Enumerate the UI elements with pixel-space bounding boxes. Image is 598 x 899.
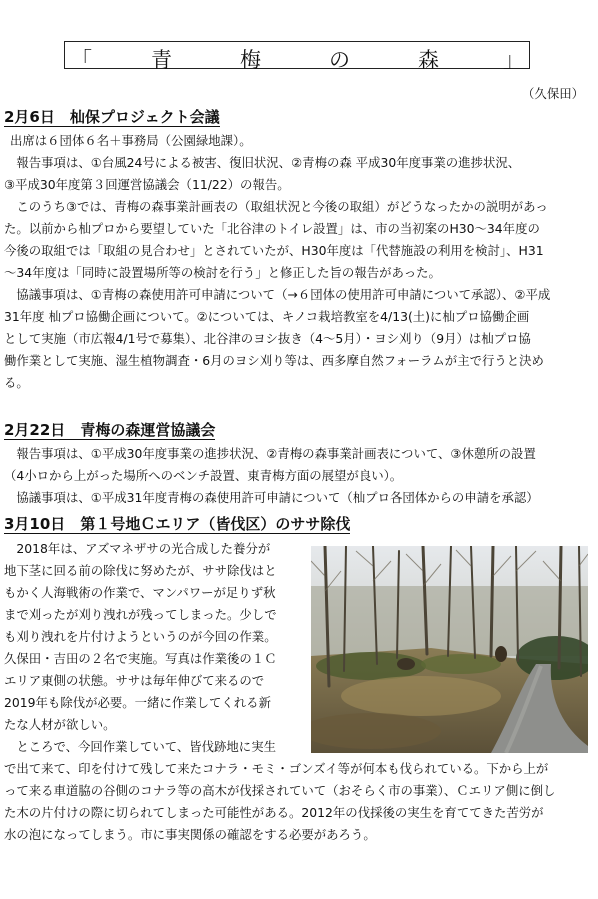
text-line: た木の片付けの際に切られてしまった可能性がある。2012年の伐採後の実生を育ててきた苦労が: [4, 805, 544, 820]
text-line: まで刈ったが刈り洩れが残ってしまった。少しで: [4, 607, 277, 622]
text-line: って来る車道脇の谷側のコナラ等の高木が伐採されていて（おそらく市の事業）、Ｃエリア側に倒し: [4, 783, 556, 798]
heading-date: 2月22日: [4, 421, 66, 439]
text-line: 報告事項は、①台風24号による被害、復旧状況、②青梅の森 平成30年度事業の進捗状況、: [4, 155, 521, 170]
text-line: もかく人海戦術の作業で、マンパワーが足りず秋: [4, 585, 276, 600]
text-line: 報告事項は、①平成30年度事業の進捗状況、②青梅の森事業計画表について、③休憩所の設置: [4, 446, 536, 461]
text-line: で出て来て、印を付けて残して来たコナラ・モミ・ゴンズイ等が何本も伐られている。下から上が: [4, 761, 549, 776]
text-line: このうち③では、青梅の森事業計画表の（取組状況と今後の取組）がどうなったかの説明があっ: [4, 199, 548, 214]
title-box: [64, 41, 530, 72]
text-line: 協議事項は、①青梅の森使用許可申請について（→６団体の使用許可申請について承認）、②平成: [4, 287, 551, 302]
title-char-4: 森: [418, 48, 439, 72]
heading-date: 3月10日: [4, 515, 66, 533]
heading-title: 青梅の森運営協議会: [80, 421, 216, 439]
text-line: たな人材が欲しい。: [4, 717, 116, 732]
section-body-3-left: [4, 538, 304, 736]
section-body-1: [4, 130, 590, 394]
text-line: 2019年も除伐が必要。一緒に作業してくれる新: [4, 695, 271, 710]
text-line: 久保田・吉田の２名で実施。写真は作業後の１Ｃ: [4, 651, 277, 666]
text-line: 協議事項は、①平成31年度青梅の森使用許可申請について（杣プロ各団体からの申請を承認）: [4, 490, 539, 505]
text-line: も刈り洩れを片付けようというのが今回の作業。: [4, 629, 277, 644]
text-line: 31年度 杣プロ協働企画について。②については、キノコ栽培教室を4/13(土)に杣プロ協働企画: [4, 309, 530, 324]
text-line: として実施（市広報4/1号で募集）、北谷津のヨシ抜き（4〜5月）・ヨシ刈り（9月）は杣プロ協: [4, 331, 531, 346]
text-line: 地下茎に回る前の除伐に努めたが、ササ除伐はと: [4, 563, 277, 578]
text-line: 今後の取組では「取組の見合わせ」とされていたが、H30年度は「代替施設の利用を検討」、H31: [4, 243, 544, 258]
text-line: 2018年は、アズマネザサの光合成した養分が: [4, 541, 271, 556]
title-char-1: 青: [151, 48, 172, 72]
text-line: 働作業として実施、湿生植物調査・6月のヨシ刈り等は、西多摩自然フォーラムが主で行うと決め: [4, 353, 544, 368]
text-line: 水の泡になってしまう。市に事実関係の確認をする必要があろう。: [4, 827, 376, 842]
title-bracket-close: 」: [503, 48, 524, 72]
forest-photo: [311, 546, 588, 753]
section-heading-1: [4, 106, 220, 127]
author: （久保田）: [522, 86, 584, 101]
section-body-2: [4, 443, 590, 509]
text-line: 出席は６団体６名＋事務局（公園緑地課）。: [10, 133, 252, 148]
title-char-2: 梅: [240, 48, 261, 72]
title-bracket-open: 「: [71, 48, 92, 72]
text-line: エリア東側の状態。ササは毎年伸びて来るので: [4, 673, 265, 688]
section-heading-2: [4, 419, 215, 440]
heading-title: 杣保プロジェクト会議: [69, 108, 220, 126]
forest-photo-graphic: [311, 546, 588, 753]
text-line: た。以前から杣プロから要望していた「北谷津のトイレ設置」は、市の当初案のH30〜34年度の: [4, 221, 540, 236]
text-line: ③平成30年度第３回運営協議会（11/22）の報告。: [4, 177, 290, 192]
heading-title: 第１号地Ｃエリア（皆伐区）のササ除伐: [80, 515, 351, 533]
section-heading-3: [4, 513, 350, 534]
heading-date: 2月6日: [4, 108, 55, 126]
text-line: る。: [4, 375, 29, 390]
title-char-3: の: [329, 48, 350, 72]
text-line: （4小ロから上がった場所へのベンチ設置、東青梅方面の展望が良い）。: [4, 468, 403, 483]
text-line: ところで、今回作業していて、皆伐跡地に実生: [4, 739, 276, 754]
text-line: 〜34年度は「同時に設置場所等の検討を行う」と修正した旨の報告があった。: [4, 265, 441, 280]
